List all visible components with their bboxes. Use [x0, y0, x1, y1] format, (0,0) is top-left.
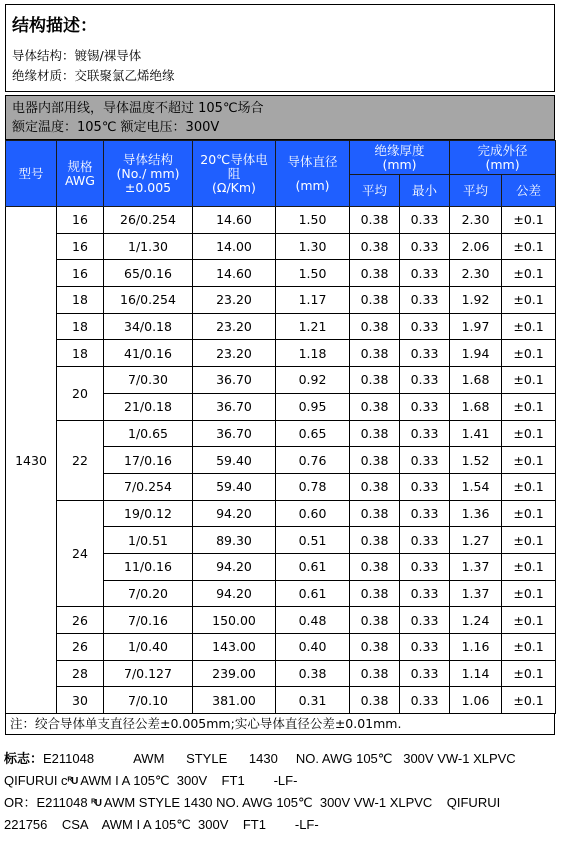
cell-od-average: 1.16: [450, 634, 502, 661]
header-od-average: 平均: [450, 175, 502, 207]
table-row: [6, 340, 556, 367]
cell-awg: 16: [57, 207, 104, 234]
table-row: [6, 660, 556, 687]
ul-recognized-logo: ᴿU: [91, 797, 102, 809]
table-row: [6, 607, 556, 634]
cell-awg: 16: [57, 260, 104, 287]
cell-structure: 17/0.16: [104, 447, 193, 474]
cell-diameter: 1.50: [276, 260, 350, 287]
cell-insulation-average: 0.38: [350, 367, 400, 394]
cell-od-average: 1.24: [450, 607, 502, 634]
cell-insulation-minimum: 0.33: [400, 393, 450, 420]
header-insulation-thickness: 绝缘厚度 (mm): [350, 141, 450, 175]
marking-label: 标志：: [4, 752, 44, 767]
cell-od-tolerance: ±0.1: [502, 420, 556, 447]
cell-od-average: 1.52: [450, 447, 502, 474]
cell-awg: 18: [57, 287, 104, 314]
rating-conditions-box: [5, 95, 555, 140]
cell-insulation-average: 0.38: [350, 420, 400, 447]
cell-awg: 26: [57, 607, 104, 634]
cell-od-tolerance: ±0.1: [502, 207, 556, 234]
cell-od-average: 2.30: [450, 260, 502, 287]
cell-structure: 1/1.30: [104, 233, 193, 260]
cell-structure: 7/0.20: [104, 580, 193, 607]
cell-resistance: 23.20: [193, 340, 276, 367]
cell-structure: 41/0.16: [104, 340, 193, 367]
cell-od-tolerance: ±0.1: [502, 447, 556, 474]
cell-awg: 22: [57, 420, 104, 500]
ul-recognized-logo: ᴿU: [67, 775, 78, 787]
header-awg: 规格 AWG: [57, 141, 104, 207]
cell-insulation-average: 0.38: [350, 207, 400, 234]
structure-description-title: 结构描述：: [12, 16, 97, 36]
header-insulation-average: 平均: [350, 175, 400, 207]
cell-insulation-minimum: 0.33: [400, 260, 450, 287]
cell-diameter: 1.18: [276, 340, 350, 367]
header-od-tolerance: 公差: [502, 175, 556, 207]
cell-insulation-average: 0.38: [350, 260, 400, 287]
cell-od-average: 2.30: [450, 207, 502, 234]
cell-resistance: 36.70: [193, 367, 276, 394]
cell-od-average: 1.97: [450, 313, 502, 340]
cell-insulation-average: 0.38: [350, 447, 400, 474]
cell-insulation-minimum: 0.33: [400, 233, 450, 260]
cell-insulation-average: 0.38: [350, 233, 400, 260]
conductor-structure-text: 导体结构：镀锡/裸导体: [12, 48, 142, 63]
marking-line-4: [4, 814, 560, 836]
cell-od-tolerance: ±0.1: [502, 607, 556, 634]
cell-insulation-minimum: 0.33: [400, 634, 450, 661]
marking-text-3b: AWM STYLE 1430 NO. AWG 105℃ 300V VW-1 XLPVC QIFURUI: [101, 795, 501, 810]
cell-resistance: 381.00: [193, 687, 276, 714]
cell-od-tolerance: ±0.1: [502, 473, 556, 500]
cell-diameter: 0.40: [276, 634, 350, 661]
marking-text-3a: OR：E211048: [4, 795, 92, 810]
cell-insulation-average: 0.38: [350, 500, 400, 527]
cell-insulation-minimum: 0.33: [400, 500, 450, 527]
cell-insulation-average: 0.38: [350, 473, 400, 500]
cell-resistance: 59.40: [193, 447, 276, 474]
cell-insulation-average: 0.38: [350, 687, 400, 714]
cell-structure: 1/0.65: [104, 420, 193, 447]
cell-resistance: 36.70: [193, 393, 276, 420]
cell-od-tolerance: ±0.1: [502, 687, 556, 714]
cell-structure: 1/0.51: [104, 527, 193, 554]
cell-insulation-minimum: 0.33: [400, 527, 450, 554]
cell-insulation-minimum: 0.33: [400, 553, 450, 580]
cell-insulation-average: 0.38: [350, 393, 400, 420]
cell-structure: 34/0.18: [104, 313, 193, 340]
rated-values-text: 额定温度：105℃ 额定电压：300V: [12, 120, 220, 135]
cell-insulation-minimum: 0.33: [400, 660, 450, 687]
header-conductor-structure: 导体结构 (No./ mm) ±0.005: [104, 141, 193, 207]
cell-diameter: 0.51: [276, 527, 350, 554]
cell-insulation-minimum: 0.33: [400, 607, 450, 634]
cell-resistance: 143.00: [193, 634, 276, 661]
cell-resistance: 59.40: [193, 473, 276, 500]
cell-diameter: 0.48: [276, 607, 350, 634]
cell-structure: 16/0.254: [104, 287, 193, 314]
structure-description-box: [5, 4, 555, 92]
cell-od-average: 1.94: [450, 340, 502, 367]
cell-od-average: 1.68: [450, 367, 502, 394]
header-insulation-minimum: 最小: [400, 175, 450, 207]
cell-od-tolerance: ±0.1: [502, 500, 556, 527]
cell-od-average: 1.36: [450, 500, 502, 527]
table-row: [6, 420, 556, 447]
cell-diameter: 0.95: [276, 393, 350, 420]
cell-structure: 19/0.12: [104, 500, 193, 527]
cell-resistance: 239.00: [193, 660, 276, 687]
cell-insulation-minimum: 0.33: [400, 340, 450, 367]
cell-diameter: 0.31: [276, 687, 350, 714]
cell-insulation-minimum: 0.33: [400, 580, 450, 607]
cell-diameter: 0.61: [276, 580, 350, 607]
table-row: [6, 687, 556, 714]
cell-structure: 21/0.18: [104, 393, 193, 420]
cell-od-tolerance: ±0.1: [502, 634, 556, 661]
cell-structure: 7/0.30: [104, 367, 193, 394]
cell-structure: 7/0.16: [104, 607, 193, 634]
header-outer-diameter: 完成外径 (mm): [450, 141, 556, 175]
cell-resistance: 36.70: [193, 420, 276, 447]
cell-od-tolerance: ±0.1: [502, 287, 556, 314]
cell-insulation-average: 0.38: [350, 527, 400, 554]
cell-diameter: 1.50: [276, 207, 350, 234]
cell-awg: 28: [57, 660, 104, 687]
cell-od-tolerance: ±0.1: [502, 367, 556, 394]
spec-table: [5, 140, 556, 714]
cell-resistance: 89.30: [193, 527, 276, 554]
cell-structure: 1/0.40: [104, 634, 193, 661]
table-row: [6, 313, 556, 340]
cell-od-tolerance: ±0.1: [502, 260, 556, 287]
cell-structure: 11/0.16: [104, 553, 193, 580]
cell-diameter: 0.60: [276, 500, 350, 527]
cell-resistance: 94.20: [193, 500, 276, 527]
cell-diameter: 1.21: [276, 313, 350, 340]
spec-table-body: [6, 207, 556, 714]
cell-resistance: 94.20: [193, 553, 276, 580]
cell-insulation-minimum: 0.33: [400, 420, 450, 447]
cell-diameter: 0.65: [276, 420, 350, 447]
cell-resistance: 23.20: [193, 313, 276, 340]
marking-line-1: [4, 748, 560, 770]
cell-structure: 26/0.254: [104, 207, 193, 234]
marking-text-2b: AWM I A 105℃ 300V FT1 -LF-: [77, 773, 298, 788]
cell-od-average: 1.14: [450, 660, 502, 687]
cell-resistance: 94.20: [193, 580, 276, 607]
cell-structure: 65/0.16: [104, 260, 193, 287]
cell-od-tolerance: ±0.1: [502, 660, 556, 687]
cell-awg: 26: [57, 634, 104, 661]
cell-structure: 7/0.127: [104, 660, 193, 687]
cell-od-average: 1.37: [450, 553, 502, 580]
header-conductor-diameter: 导体直径 (mm): [276, 141, 350, 207]
cell-od-average: 2.06: [450, 233, 502, 260]
cell-insulation-average: 0.38: [350, 660, 400, 687]
cell-diameter: 0.76: [276, 447, 350, 474]
cell-awg: 18: [57, 313, 104, 340]
insulation-material-text: 绝缘材质：交联聚氯乙烯绝缘: [12, 68, 175, 83]
cell-od-average: 1.06: [450, 687, 502, 714]
cell-diameter: 1.17: [276, 287, 350, 314]
table-row: [6, 634, 556, 661]
cell-diameter: 0.61: [276, 553, 350, 580]
cell-insulation-minimum: 0.33: [400, 207, 450, 234]
cell-insulation-average: 0.38: [350, 634, 400, 661]
cell-awg: 16: [57, 233, 104, 260]
table-row: [6, 287, 556, 314]
cell-resistance: 14.00: [193, 233, 276, 260]
cell-diameter: 1.30: [276, 233, 350, 260]
header-model: 型号: [6, 141, 57, 207]
cell-insulation-average: 0.38: [350, 580, 400, 607]
cell-od-tolerance: ±0.1: [502, 340, 556, 367]
cell-od-tolerance: ±0.1: [502, 233, 556, 260]
cell-resistance: 23.20: [193, 287, 276, 314]
marking-line-3: [4, 792, 560, 814]
cell-diameter: 0.92: [276, 367, 350, 394]
table-row: [6, 207, 556, 234]
cell-awg: 20: [57, 367, 104, 420]
cell-diameter: 0.38: [276, 660, 350, 687]
cell-od-average: 1.68: [450, 393, 502, 420]
cell-resistance: 14.60: [193, 207, 276, 234]
cell-od-average: 1.27: [450, 527, 502, 554]
cell-insulation-minimum: 0.33: [400, 447, 450, 474]
cell-od-average: 1.41: [450, 420, 502, 447]
marking-text-1: E211048 AWM STYLE 1430 NO. AWG 105℃ 300V VW-1 XLPVC: [43, 751, 516, 766]
cell-insulation-average: 0.38: [350, 553, 400, 580]
cell-od-average: 1.92: [450, 287, 502, 314]
usage-condition-text: 电器内部用线，导体温度不超过 105℃场合: [12, 101, 264, 116]
cell-od-tolerance: ±0.1: [502, 393, 556, 420]
table-row: [6, 233, 556, 260]
cell-structure: 7/0.254: [104, 473, 193, 500]
cell-insulation-minimum: 0.33: [400, 473, 450, 500]
cell-od-average: 1.37: [450, 580, 502, 607]
cell-awg: 24: [57, 500, 104, 607]
cell-insulation-average: 0.38: [350, 340, 400, 367]
cell-resistance: 150.00: [193, 607, 276, 634]
cell-od-average: 1.54: [450, 473, 502, 500]
cell-od-tolerance: ±0.1: [502, 580, 556, 607]
table-row: [6, 500, 556, 527]
cell-diameter: 0.78: [276, 473, 350, 500]
cell-resistance: 14.60: [193, 260, 276, 287]
cell-insulation-average: 0.38: [350, 313, 400, 340]
marking-text-2a: QIFURUI c: [4, 773, 68, 788]
cell-insulation-minimum: 0.33: [400, 313, 450, 340]
cell-model: 1430: [6, 207, 57, 714]
cell-structure: 7/0.10: [104, 687, 193, 714]
cell-od-tolerance: ±0.1: [502, 527, 556, 554]
cell-od-tolerance: ±0.1: [502, 553, 556, 580]
marking-line-2: [4, 770, 560, 792]
cell-awg: 18: [57, 340, 104, 367]
cell-insulation-average: 0.38: [350, 607, 400, 634]
table-row: [6, 367, 556, 394]
marking-text-4: 221756 CSA AWM I A 105℃ 300V FT1 -LF-: [4, 817, 319, 832]
tolerance-note: 注：绞合导体单支直径公差±0.005mm;实心导体直径公差±0.01mm.: [5, 713, 555, 735]
cell-awg: 30: [57, 687, 104, 714]
header-resistance: 20℃导体电 阻 (Ω/Km): [193, 141, 276, 207]
cell-insulation-minimum: 0.33: [400, 287, 450, 314]
cell-insulation-average: 0.38: [350, 287, 400, 314]
table-row: [6, 260, 556, 287]
cell-od-tolerance: ±0.1: [502, 313, 556, 340]
cell-insulation-minimum: 0.33: [400, 367, 450, 394]
cell-insulation-minimum: 0.33: [400, 687, 450, 714]
marking-section: [4, 748, 560, 836]
